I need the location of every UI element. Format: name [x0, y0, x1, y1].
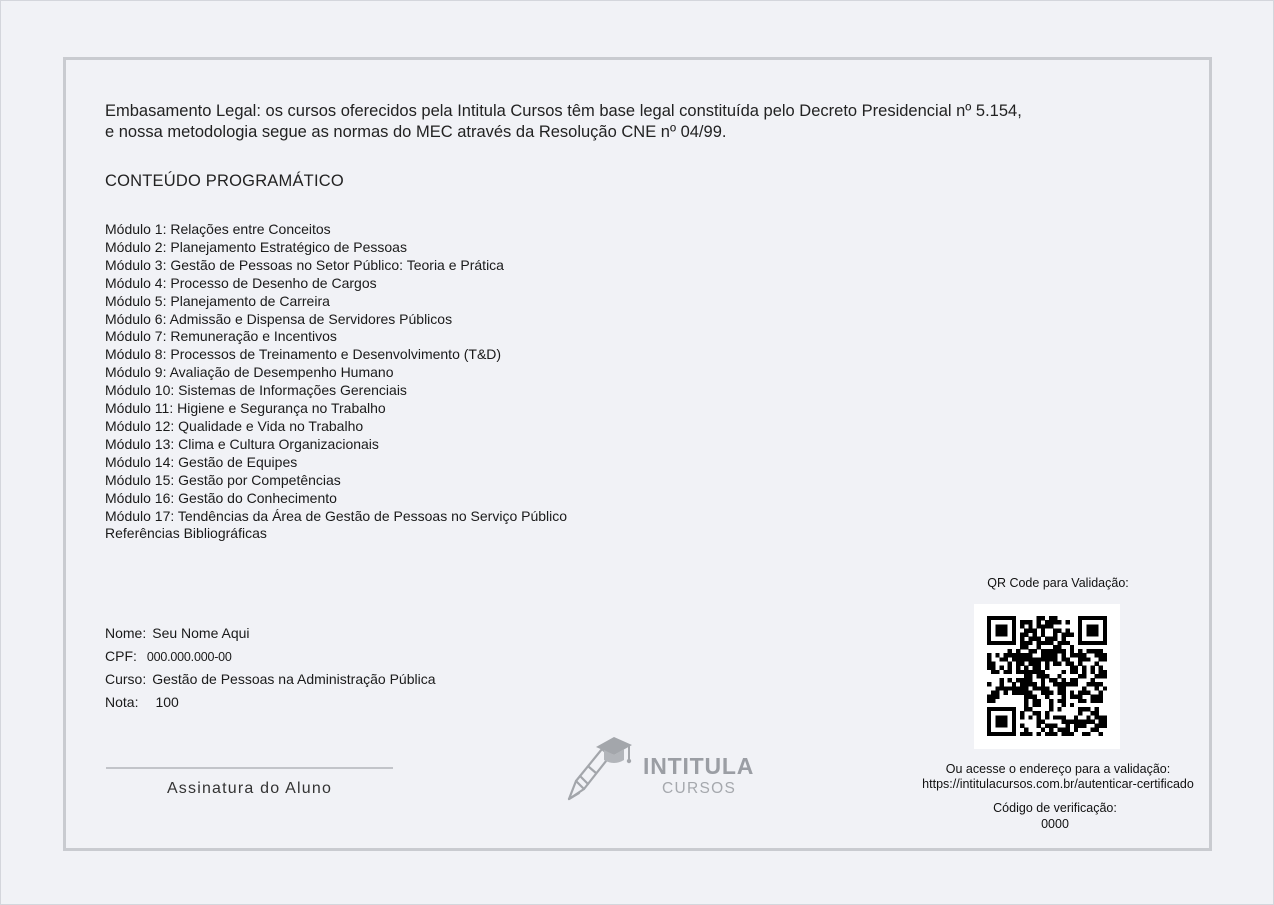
student-course-row — [105, 670, 436, 693]
student-name-row — [105, 624, 436, 647]
list-item: Módulo 11: Higiene e Segurança no Trabalho — [105, 400, 386, 417]
legal-basis-line-1: Embasamento Legal: os cursos oferecidos pela Intitula Cursos têm base legal constituída pelo Decreto Presidencial nº 5.154, — [105, 102, 1022, 120]
list-item: Módulo 14: Gestão de Equipes — [105, 453, 298, 470]
list-item: Módulo 1: Relações entre Conceitos — [105, 221, 331, 237]
validation-access-text: Ou acesse o endereço para a validação: — [945, 762, 1171, 776]
list-item: Módulo 10: Sistemas de Informações Gerenciais — [105, 382, 407, 399]
student-grade-value: 100 — [155, 694, 179, 710]
list-item: Módulo 2: Planejamento Estratégico de Pessoas — [105, 238, 407, 255]
list-item: Módulo 9: Avaliação de Desempenho Humano — [105, 364, 394, 381]
student-course-value: Gestão de Pessoas na Administração Pública — [152, 671, 436, 687]
list-item: Módulo 6: Admissão e Dispensa de Servidores Públicos — [105, 310, 453, 327]
program-title: CONTEÚDO PROGRAMÁTICO — [105, 172, 344, 190]
student-grade-row — [105, 693, 436, 716]
list-item: Módulo 5: Planejamento de Carreira — [105, 292, 330, 309]
logo-subtitle: CURSOS — [662, 780, 737, 797]
legal-basis-line-2: e nossa metodologia segue as normas do MEC através da Resolução CNE nº 04/99. — [105, 123, 727, 141]
verification-code-label: Código de verificação: — [993, 801, 1117, 815]
legal-basis — [105, 101, 1065, 143]
signature-label: Assinatura do Aluno — [166, 780, 333, 797]
student-name-label: Nome: — [105, 625, 147, 641]
student-cpf-row — [105, 647, 436, 670]
student-name-value: Seu Nome Aqui — [152, 625, 250, 641]
validation-info — [900, 762, 1216, 792]
verification-code — [950, 800, 1160, 832]
validation-url[interactable]: https://intitulacursos.com.br/autenticar-certificado — [922, 777, 1194, 791]
student-course-label: Curso: — [105, 671, 147, 687]
list-item: Módulo 15: Gestão por Competências — [105, 471, 341, 488]
student-cpf-label: CPF: — [105, 648, 137, 664]
list-item: Módulo 4: Processo de Desenho de Cargos — [105, 274, 377, 291]
list-item: Módulo 17: Tendências da Área de Gestão de Pessoas no Serviço Público — [105, 507, 568, 524]
student-grade-label: Nota: — [105, 694, 139, 710]
pencil-graduation-cap-icon — [566, 733, 646, 803]
list-item: Módulo 8: Processos de Treinamento e Desenvolvimento (T&D) — [105, 346, 502, 363]
list-item: Referências Bibliográficas — [105, 525, 267, 542]
module-list — [105, 221, 567, 543]
student-info — [105, 624, 436, 716]
qr-title: QR Code para Validação: — [987, 576, 1129, 590]
list-item: Módulo 16: Gestão do Conhecimento — [105, 489, 337, 506]
logo-name: INTITULA — [643, 753, 755, 779]
verification-code-value: 0000 — [1041, 817, 1069, 831]
qr-code — [974, 604, 1120, 749]
qr-code-image — [987, 616, 1107, 736]
list-item: Módulo 12: Qualidade e Vida no Trabalho — [105, 417, 364, 434]
list-item: Módulo 3: Gestão de Pessoas no Setor Público: Teoria e Prática — [105, 256, 504, 273]
list-item: Módulo 7: Remuneração e Incentivos — [105, 328, 337, 345]
signature-line — [106, 767, 393, 769]
student-cpf-value: 000.000.000-00 — [146, 650, 232, 664]
list-item: Módulo 13: Clima e Cultura Organizacionais — [105, 435, 379, 452]
